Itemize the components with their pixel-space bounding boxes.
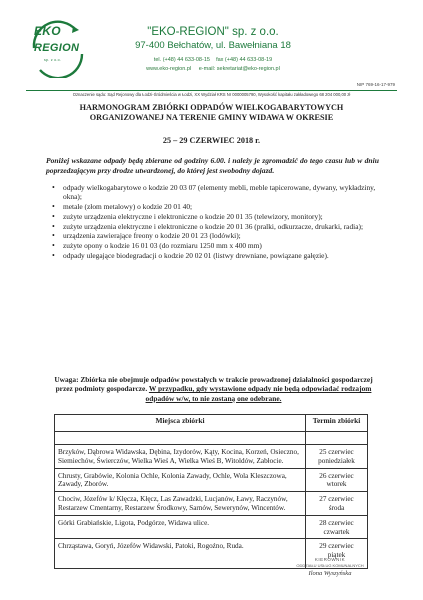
warning-lead: Uwaga: Zbiórka nie obejmuje odpadów powstałych w trakcie prowadzonej działalności gospodarczej przez podmioty gospodarcze. — [54, 375, 373, 394]
header-date: Termin zbiórki — [306, 415, 368, 432]
row-places: Chociw, Józefów k/ Kłęcza, Kłęcz, Las Zawadzki, Lucjanów, Ławy, Raczynów, Restarzew Cmentarny, Restarzew Środkowy, Sarnów, Sewerynów, Wincentów. — [55, 492, 306, 516]
row-weekday: środa — [328, 503, 345, 512]
company-fax: fax (+48) 44 633-08-19 — [216, 57, 273, 63]
row-date — [306, 445, 368, 469]
row-places: Chrząstawa, Goryń, Józefów Widawski, Patoki, Rogoźno, Ruda. — [55, 539, 306, 569]
signature-stamp — [290, 557, 370, 577]
company-phone: tel. (+48) 44 633-08-15 — [153, 57, 210, 63]
list-item: • odpady wielkogabarytowe o kodzie 20 03 07 (elementy mebli, meble tapicerowane, dywany, wykładziny, okna); — [50, 183, 383, 201]
logo-text-sub: sp. z o.o. — [44, 58, 62, 62]
table-spacer-row — [55, 432, 368, 445]
row-date — [306, 515, 368, 539]
row-weekday: wtorek — [326, 480, 347, 489]
intro-paragraph: Poniżej wskazane odpady będą zbierane od godziny 6.00. i należy je zgromadzić do tego czasu lub w dniu poprzedzającym przy drodze utwardzonej, do której jest swobodny dojazd. — [46, 156, 379, 175]
signature-name: Ilona Wyszyńska — [308, 570, 352, 577]
list-item: • urządzenia zawierające freony o kodzie 20 01 23 (lodówki); — [50, 231, 383, 240]
table-header-row — [55, 415, 368, 432]
row-date — [306, 492, 368, 516]
row-date-value: 29 czerwiec — [319, 542, 354, 551]
row-weekday: piątek — [327, 551, 346, 560]
logo-text-eko: EKO — [34, 24, 61, 38]
company-logo — [26, 18, 88, 78]
title-line-2: ORGANIZOWANEJ NA TERENIE GMINY WIDAWA W OKRESIE — [89, 113, 334, 122]
table-row — [55, 492, 368, 516]
row-date-value: 27 czerwiec — [319, 495, 354, 504]
schedule-table — [54, 414, 368, 569]
row-places: Chrusty, Grabówie, Kolonia Ochle, Kolonia Zawady, Ochle, Wola Kleszczowa, Zawady, Zborów. — [55, 468, 306, 492]
row-date-value: 26 czerwiec — [319, 471, 354, 480]
row-places: Brzyków, Dąbrowa Widawska, Dębina, Izydorów, Kąty, Kocina, Korzeń, Osieczno, Siemiechów, Świerczów, Wielka Wieś A, Wielka Wieś B, Witoldów, Zabłocie. — [55, 445, 306, 469]
header-divider — [26, 90, 397, 91]
table-row — [55, 445, 368, 469]
waste-types-list — [50, 183, 383, 261]
tax-id: NIP 769-16-17-979 — [356, 82, 395, 87]
list-item: • zużyte urządzenia elektryczne i elektroniczne o kodzie 20 01 35 (telewizory, monitory); — [50, 212, 383, 221]
court-registration-note: Oznaczenie sądu: Sąd Rejonowy dla Łodzi-Śródmieścia w Łodzi, XX Wydział KRS Nr 0000005790, Wysokość kapitału zakładowego 68 204 000,00 zł — [72, 92, 351, 97]
warning-note — [50, 375, 377, 403]
collection-period: 25 – 29 CZERWIEC 2018 r. — [162, 136, 261, 145]
company-info — [108, 26, 318, 74]
table-row — [55, 515, 368, 539]
list-item: • zużyte urządzenia elektryczne i elektroniczne o kodzie 20 01 36 (pralki, odkurzacze, drukarki, radia); — [50, 222, 383, 231]
logo-text-region: REGION — [34, 42, 80, 54]
company-name: "EKO-REGION" sp. z o.o. — [147, 26, 279, 38]
list-item: • zużyte opony o kodzie 16 01 03 (do rozmiaru 1250 mm x 400 mm) — [50, 241, 383, 250]
row-places: Górki Grabiańskie, Ligota, Podgórze, Widawa ulice. — [55, 515, 306, 539]
list-item: • odpady ulegające biodegradacji o kodzie 20 02 01 (listwy drewniane, powiązane gałęzie). — [50, 251, 383, 260]
row-weekday: czwartek — [323, 527, 350, 536]
row-date — [306, 468, 368, 492]
company-contact — [108, 56, 318, 74]
header-places: Miejsca zbiórki — [55, 415, 306, 432]
list-item: • metale (złom metalowy) o kodzie 20 01 40; — [50, 202, 383, 211]
table-row — [55, 468, 368, 492]
signature-title: KIEROWNIK — [314, 557, 346, 562]
company-address: 97-400 Bełchatów, ul. Bawełniana 18 — [135, 40, 291, 51]
row-date-value: 25 czerwiec — [319, 448, 354, 456]
row-date-value: 28 czerwiec — [319, 518, 354, 527]
document-title — [40, 103, 383, 123]
warning-underlined: W przypadku, gdy wystawione odpady nie będą odpowiadać rodzajom odpadów w/w, to nie zostaną one odebrane. — [145, 384, 372, 403]
company-web[interactable]: www.eko-region.pl — [146, 66, 192, 72]
signature-department: ODDZIAŁU USŁUG KOMUNALNYCH — [296, 563, 364, 568]
company-email[interactable]: e-mail: sekretariat@eko-region.pl — [198, 66, 280, 72]
title-line-1: HARMONOGRAM ZBIÓRKI ODPADÓW WIELKOGABARYTOWYCH — [79, 103, 344, 112]
row-weekday: poniedziałek — [318, 456, 355, 465]
